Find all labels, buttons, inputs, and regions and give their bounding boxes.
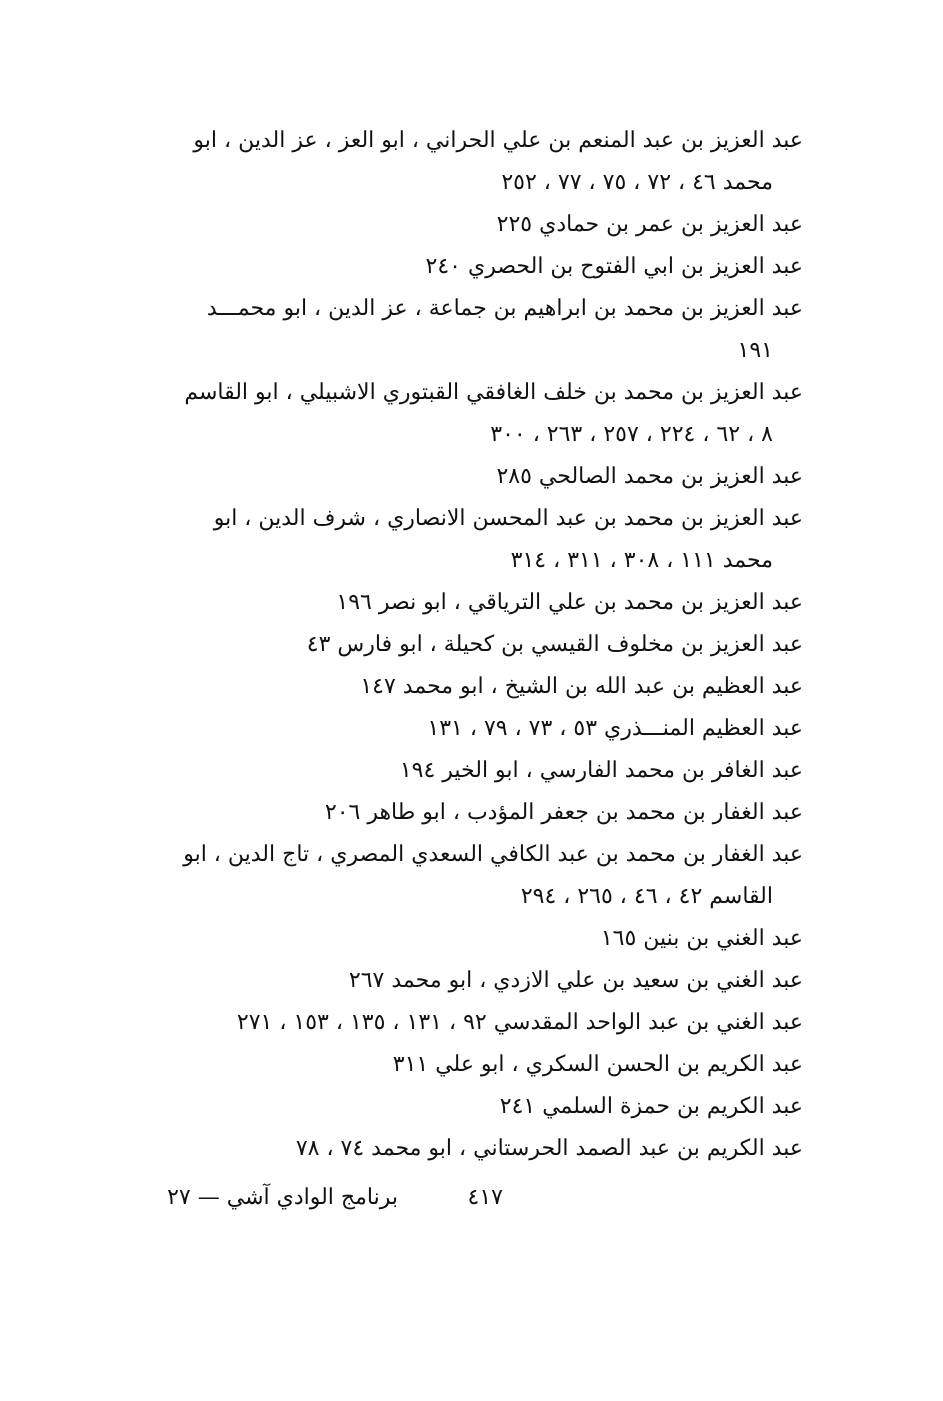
entry-continuation: ٨ ، ٦٢ ، ٢٢٤ ، ٢٥٧ ، ٢٦٣ ، ٣٠٠ [490,422,773,447]
index-entry [133,918,803,960]
entry-text: عبد العزيز بن عمر بن حمادي ٢٢٥ [496,212,803,237]
entry-text: عبد العزيز بن محمد بن عبد المحسن الانصاري ، شرف الدين ، ابو [213,506,803,531]
index-entry [133,246,803,288]
entry-text: عبد العزيز بن ابي الفتوح بن الحصري ٢٤٠ [425,254,803,279]
index-entry [133,456,803,498]
entry-text: عبد العزيز بن محمد بن خلف الغافقي القبتوري الاشبيلي ، ابو القاسم [184,380,803,405]
entry-text: عبد الكريم بن حمزة السلمي ٢٤١ [499,1094,803,1119]
index-entry [133,582,803,624]
entry-text: عبد العظيم بن عبد الله بن الشيخ ، ابو محمد ١٤٧ [360,674,803,699]
index-entry [133,960,803,1002]
index-entries [133,120,803,1170]
page-footer [0,1185,943,1225]
entry-continuation: محمد ٤٦ ، ٧٢ ، ٧٥ ، ٧٧ ، ٢٥٢ [501,170,773,195]
book-title: برنامج الوادي آشي — ٢٧ [167,1185,398,1210]
entry-continuation: ١٩١ [737,338,773,363]
entry-text: عبد الغني بن سعيد بن علي الازدي ، ابو محمد ٢٦٧ [348,968,803,993]
entry-text: عبد الغفار بن محمد بن جعفر المؤدب ، ابو طاهر ٢٠٦ [324,800,803,825]
entry-text: عبد العزيز بن عبد المنعم بن علي الحراني ، ابو العز ، عز الدين ، ابو [193,128,803,153]
index-entry [133,708,803,750]
entry-text: عبد العزيز بن محمد بن علي الترياقي ، ابو نصر ١٩٦ [336,590,803,615]
entry-continuation: محمد ١١١ ، ٣٠٨ ، ٣١١ ، ٣١٤ [510,548,773,573]
page-number: ٤١٧ [467,1185,503,1210]
index-entry [133,834,803,918]
entry-text: عبد الغفار بن محمد بن عبد الكافي السعدي المصري ، تاج الدين ، ابو [183,842,803,867]
entry-text: عبد العظيم المنـــذري ٥٣ ، ٧٣ ، ٧٩ ، ١٣١ [427,716,803,741]
index-entry [133,498,803,582]
index-entry [133,666,803,708]
entry-text: عبد الكريم بن عبد الصمد الحرستاني ، ابو محمد ٧٤ ، ٧٨ [295,1136,803,1161]
index-entry [133,1044,803,1086]
index-entry [133,624,803,666]
index-entry [133,120,803,204]
entry-text: عبد العزيز بن محمد بن ابراهيم بن جماعة ، عز الدين ، ابو محمـــد [206,296,803,321]
entry-continuation: القاسم ٤٢ ، ٤٦ ، ٢٦٥ ، ٢٩٤ [520,884,773,909]
index-entry [133,1086,803,1128]
entry-text: عبد الغني بن بنين ١٦٥ [600,926,803,951]
index-entry [133,792,803,834]
entry-text: عبد الغافر بن محمد الفارسي ، ابو الخير ١٩٤ [399,758,803,783]
index-entry [133,1002,803,1044]
index-entry [133,750,803,792]
index-entry [133,288,803,372]
index-entry [133,372,803,456]
index-entry [133,1128,803,1170]
entry-text: عبد الكريم بن الحسن السكري ، ابو علي ٣١١ [392,1052,803,1077]
entry-text: عبد الغني بن عبد الواحد المقدسي ٩٢ ، ١٣١ ، ١٣٥ ، ١٥٣ ، ٢٧١ [236,1010,803,1035]
entry-text: عبد العزيز بن مخلوف القيسي بن كحيلة ، ابو فارس ٤٣ [306,632,803,657]
entry-text: عبد العزيز بن محمد الصالحي ٢٨٥ [496,464,803,489]
index-entry [133,204,803,246]
